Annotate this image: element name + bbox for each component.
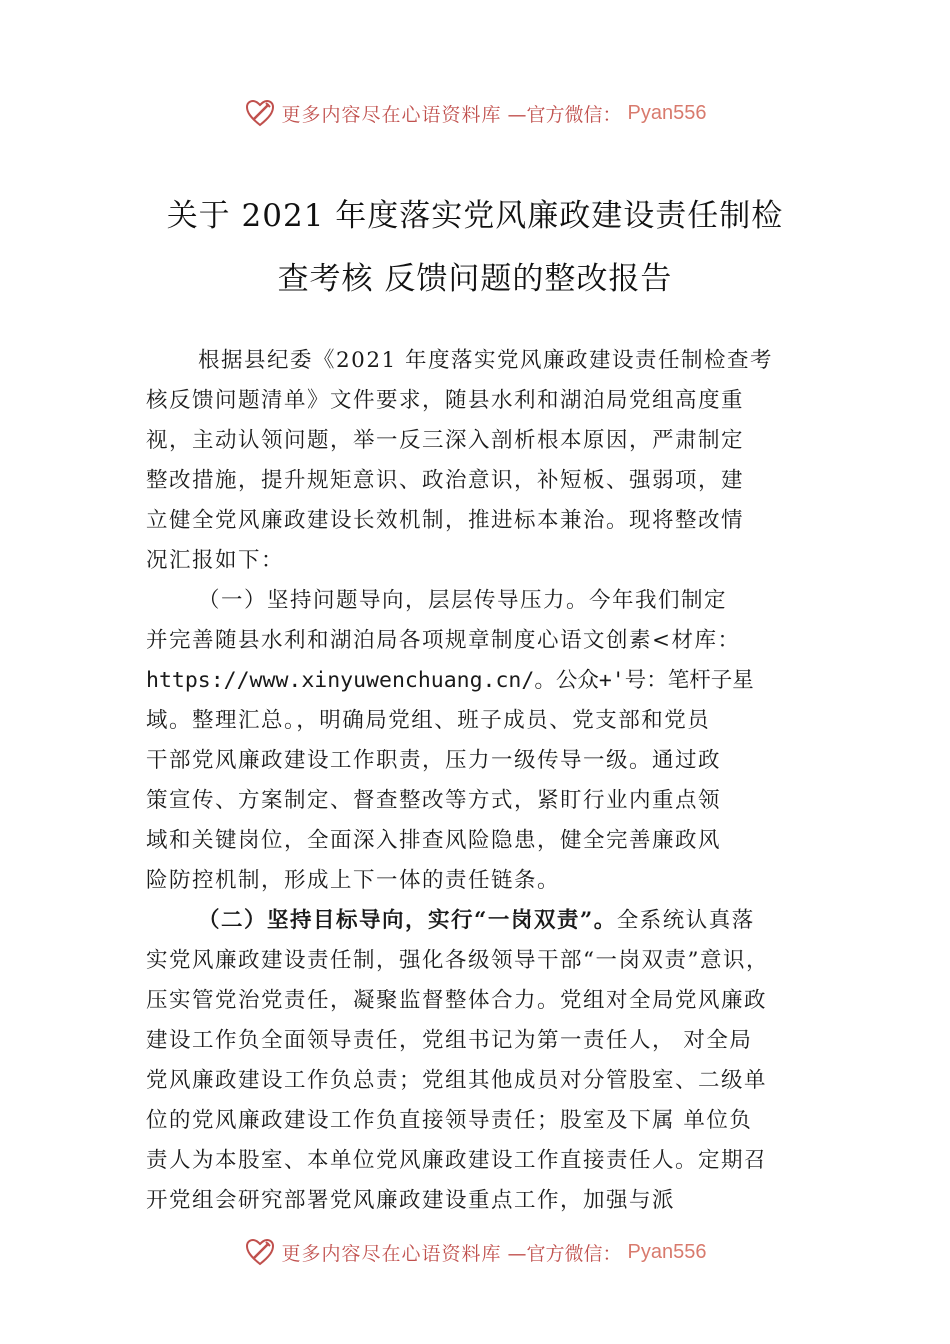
watermark-wechat-id: Pyan556 bbox=[627, 1240, 707, 1263]
section-2-heading: （二）坚持目标导向，实行“一岗双责”。 bbox=[198, 908, 617, 933]
body-line: 域和关键岗位，全面深入排查风险隐患，健全完善廉政风 bbox=[146, 828, 722, 853]
body-line: 压实管党治党责任，凝聚监督整体合力。党组对全局党风廉政 bbox=[146, 988, 768, 1013]
body-line: 责人为本股室、本单位党风廉政建设工作直接责任人。定期召 bbox=[146, 1148, 768, 1173]
watermark-header bbox=[0, 93, 950, 133]
document-title-line-2: 查考核 反馈问题的整改报告 bbox=[277, 261, 673, 297]
body-line: 位的党风廉政建设工作负直接领导责任；股室及下属 单位负 bbox=[146, 1108, 753, 1133]
body-line: 实党风廉政建设责任制，强化各级领导干部“一岗双责”意识， bbox=[146, 948, 769, 973]
body-line: 域。整理汇总。，明确局党组、班子成员、党支部和党员 bbox=[146, 708, 711, 733]
body-line: 整改措施，提升规矩意识、政治意识，补短板、强弱项，建 bbox=[146, 468, 745, 493]
body-line: 开党组会研究部署党风廉政建设重点工作，加强与派 bbox=[146, 1188, 676, 1213]
body-line: 干部党风廉政建设工作职责，压力一级传导一级。通过政 bbox=[146, 748, 722, 773]
body-line: 策宣传、方案制定、督查整改等方式，紧盯行业内重点领 bbox=[146, 788, 722, 813]
body-line: 险防控机制，形成上下一体的责任链条。 bbox=[146, 868, 561, 893]
watermark-text: 更多内容尽在心语资料库 bbox=[281, 1242, 502, 1265]
watermark-wechat-id: Pyan556 bbox=[627, 101, 707, 124]
section-1-heading-line: （一）坚持问题导向，层层传导压力。今年我们制定 bbox=[198, 588, 728, 613]
body-line: 建设工作负全面领导责任，党组书记为第一责任人， 对全局 bbox=[146, 1028, 753, 1053]
document-title-line-1: 关于 2021 年度落实党风廉政建设责任制检 bbox=[166, 198, 784, 234]
watermark-text: 更多内容尽在心语资料库 bbox=[281, 103, 502, 126]
section-2-heading-line bbox=[198, 906, 888, 936]
watermark-separator: —官方微信： bbox=[507, 103, 622, 126]
body-line: 党风廉政建设工作负总责；党组其他成员对分管股室、二级单 bbox=[146, 1068, 768, 1093]
body-line: 况汇报如下： bbox=[146, 548, 285, 573]
heart-pen-logo-icon bbox=[244, 97, 276, 129]
body-line: 核反馈问题清单》文件要求，随县水利和湖泊局党组高度重 bbox=[146, 388, 745, 413]
body-line: 立健全党风廉政建设长效机制，推进标本兼治。现将整改情 bbox=[146, 508, 745, 533]
body-line: 并完善随县水利和湖泊局各项规章制度心语文创素<材库： bbox=[146, 628, 741, 653]
heart-pen-logo-icon bbox=[244, 1236, 276, 1268]
section-2-first-text: 全系统认真落 bbox=[616, 908, 755, 933]
body-line-url: https://www.xinyuwenchuang.cn/。公众+'号：笔杆子星 bbox=[146, 668, 754, 693]
body-line: 视，主动认领问题，举一反三深入剖析根本原因，严肃制定 bbox=[146, 428, 745, 453]
body-line: 根据县纪委《2021 年度落实党风廉政建设责任制检查考 bbox=[198, 348, 774, 373]
watermark-footer bbox=[0, 1232, 950, 1272]
watermark-separator: —官方微信： bbox=[507, 1242, 622, 1265]
